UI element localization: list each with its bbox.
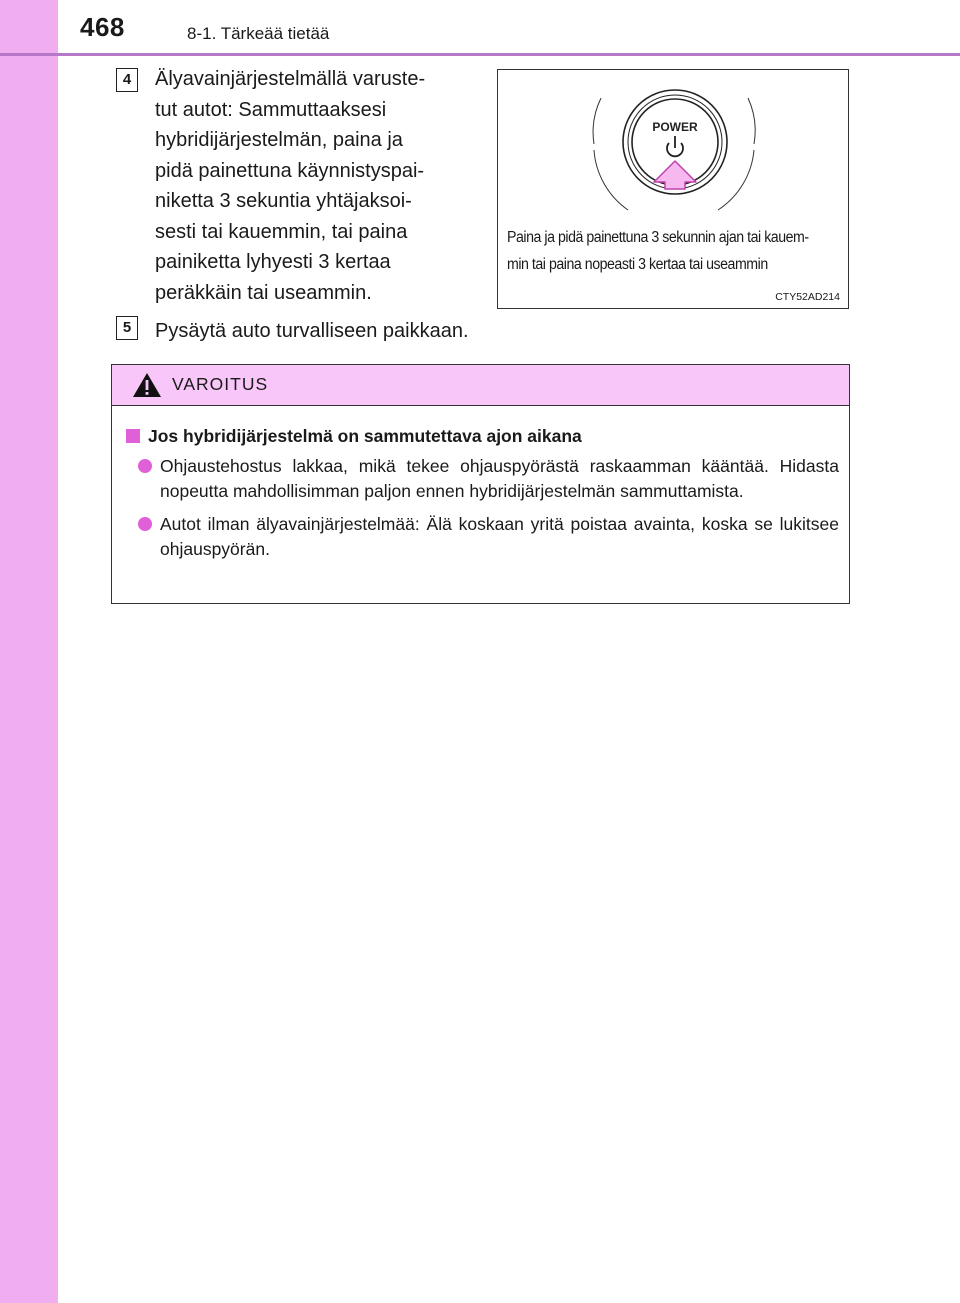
warning-heading — [122, 424, 839, 448]
step-4-line: sesti tai kauemmin, tai paina — [155, 220, 408, 243]
step-badge-4: 4 — [116, 68, 138, 92]
arc-line — [748, 98, 755, 144]
figure-caption-line: min tai paina nopeasti 3 kertaa tai useammin — [507, 256, 768, 273]
warning-bullet-text: Ohjaustehostus lakkaa, mikä tekee ohjauspyörästä raskaamman kääntää. Hidasta nopeutta mahdollisimman paljon ennen hybridijärjestelmän sammuttamista. — [160, 456, 839, 501]
square-bullet-icon — [126, 429, 140, 443]
figure-caption — [507, 224, 816, 278]
figure-code: CTY52AD214 — [775, 291, 840, 303]
arc-line — [594, 150, 628, 210]
step-4-line: painiketta lyhyesti 3 kertaa — [155, 251, 391, 273]
step-4-line: hybridijärjestelmän, paina ja — [155, 129, 403, 151]
warning-header — [112, 365, 849, 406]
section-title: 8-1. Tärkeää tietää — [187, 24, 330, 43]
warning-bullet — [122, 512, 839, 562]
warning-triangle-icon — [132, 372, 162, 398]
step-5-text: Pysäytä auto turvalliseen paikkaan. — [155, 320, 469, 342]
header-rule — [0, 53, 960, 56]
step-4-line: pidä painettuna käynnistyspai- — [155, 159, 425, 182]
step-4-line: tut autot: Sammuttaaksesi — [155, 98, 387, 121]
warning-title: VAROITUS — [172, 374, 269, 394]
warning-bullet-text: Autot ilman älyavainjärjestelmää: Älä koskaan yritä poistaa avainta, koska se lukitsee ohjauspyörän. — [160, 514, 839, 559]
step-4-line: niketta 3 sekuntia yhtäjaksoi- — [155, 190, 412, 212]
circle-bullet-icon — [138, 459, 152, 473]
warning-bullet — [122, 454, 839, 504]
step-4-text — [155, 64, 476, 308]
circle-bullet-icon — [138, 517, 152, 531]
warning-heading-text: Jos hybridijärjestelmä on sammutettava ajon aikana — [148, 426, 582, 446]
page-number: 468 — [80, 12, 125, 42]
step-4-line: Älyavainjärjestelmällä varuste- — [155, 68, 426, 90]
figure-caption-line: Paina ja pidä painettuna 3 sekunnin ajan tai kauem- — [507, 229, 809, 246]
arc-line — [593, 98, 601, 144]
step-4-line: peräkkäin tai useammin. — [155, 281, 372, 304]
warning-box — [111, 364, 850, 604]
power-label: POWER — [652, 120, 698, 134]
warning-body — [112, 406, 849, 562]
power-button-figure — [497, 69, 849, 309]
step-badge-5: 5 — [116, 316, 138, 340]
page-sidebar-band — [0, 0, 58, 1303]
